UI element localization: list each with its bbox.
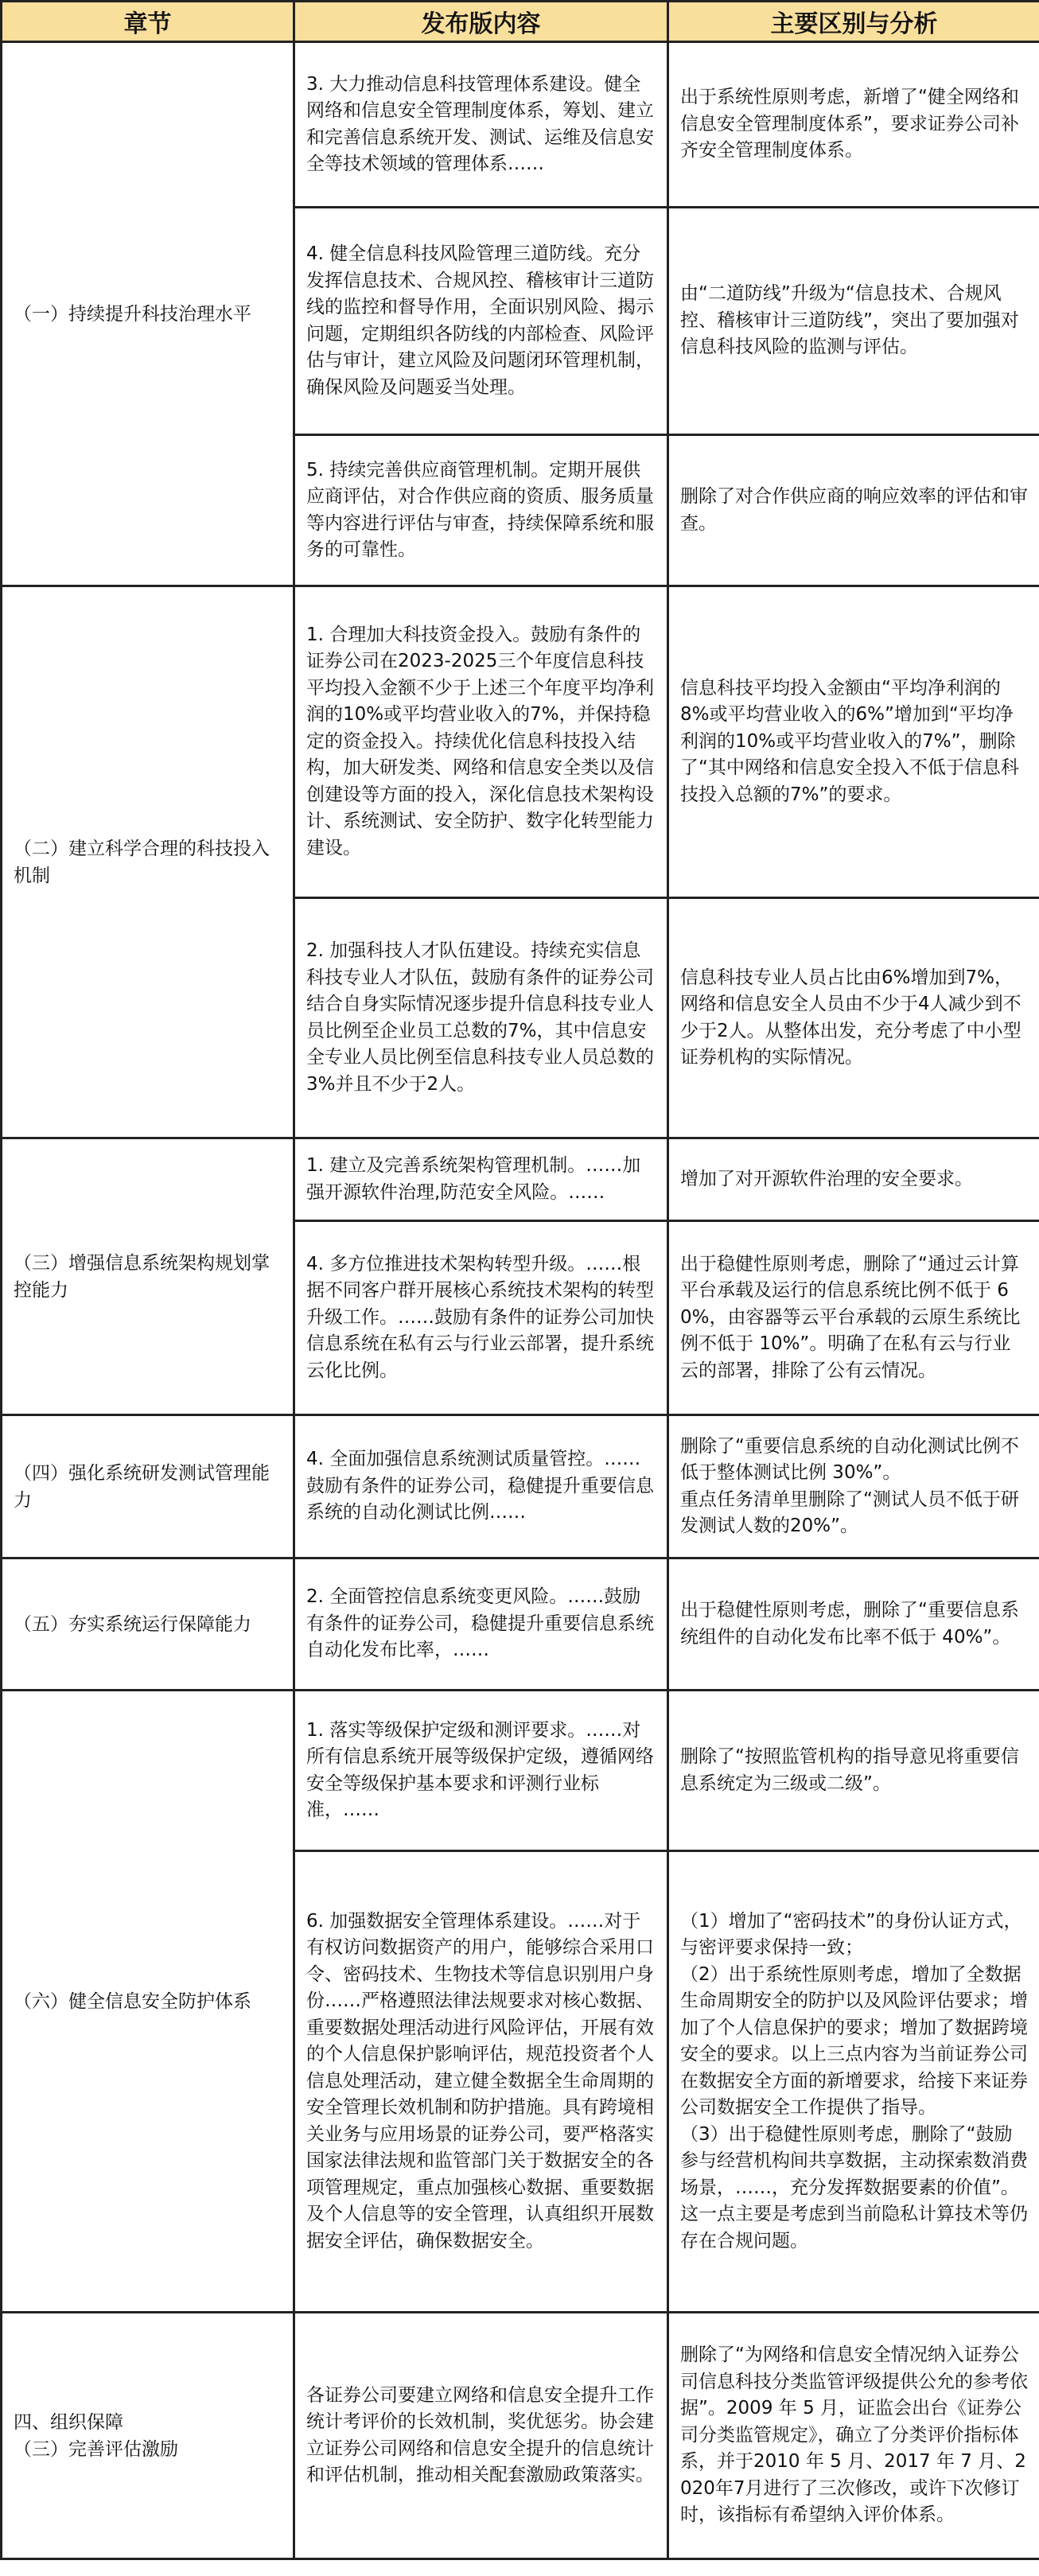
chapter-subtitle: （三）完善评估激励 [14,2438,178,2460]
content-cell: 3. 大力推动信息科技管理体系建设。健全网络和信息安全管理制度体系，筹划、建立和完善信息系统开发、测试、运维及信息安全等技术领域的管理体系…… [294,42,668,208]
analysis-cell [668,435,1039,586]
content-cell: 1. 建立及完善系统架构管理机制。……加强开源软件治理,防范安全风险。…… [294,1138,668,1221]
analysis-text: （1）增加了“密码技术”的身份认证方式，与密评要求保持一致； [680,1910,1022,1959]
chapter-title: （四）强化系统研发测试管理能力 [14,1462,270,1511]
chapter-cell [2,1691,294,2313]
chapter-cell [2,1138,294,1415]
analysis-cell [668,1851,1039,2313]
analysis-cell [668,1221,1039,1415]
content-cell: 5. 持续完善供应商管理机制。定期开展供应商评估，对合作供应商的资质、服务质量等内容进行评估与审查，持续保障系统和服务的可靠性。 [294,435,668,586]
analysis-cell [668,208,1039,435]
table-row [2,42,1039,208]
chapter-cell [2,586,294,1138]
content-cell: 4. 健全信息科技风险管理三道防线。充分发挥信息技术、合规风控、稽核审计三道防线的监控和督导作用，全面识别风险、揭示问题，定期组织各防线的内部检查、风险评估与审计，建立风险及问题闭环管理机制，确保风险及问题妥当处理。 [294,208,668,435]
header-row [2,2,1039,42]
analysis-text: （3）出于稳健性原则考虑，删除了“鼓励参与经营机构间共享数据，主动探索数消费场景，……，充分发挥数据要素的价值”。这一点主要是考虑到当前隐私计算技术等仍存在合规问题。 [680,2123,1028,2251]
analysis-text: 增加了对开源软件治理的安全要求。 [680,1168,973,1189]
content-cell: 2. 全面管控信息系统变更风险。……鼓励有条件的证券公司，稳健提升重要信息系统自动化发布比率，…… [294,1558,668,1691]
content-cell: 1. 落实等级保护定级和测评要求。……对所有信息系统开展等级保护定级，遵循网络安全等级保护基本要求和评测行业标准，…… [294,1691,668,1851]
analysis-text: 信息科技平均投入金额由“平均净利润的8%或平均营业收入的6%”增加到“平均净利润的10%或平均营业收入的7%”，删除了“其中网络和信息安全投入不低于信息科技投入总额的7%”的要求。 [680,677,1019,805]
chapter-title: （三）增强信息系统架构规划掌控能力 [14,1252,270,1301]
analysis-cell [668,1558,1039,1691]
chapter-title: （六）健全信息安全防护体系 [14,1990,251,2012]
chapter-title: （二）建立科学合理的科技投入机制 [14,838,270,886]
analysis-cell [668,1691,1039,1851]
analysis-text: 出于系统性原则考虑，新增了“健全网络和信息安全管理制度体系”，要求证券公司补齐安全管理制度体系。 [680,87,1019,161]
analysis-cell [668,2313,1039,2559]
header-content: 发布版内容 [294,2,668,42]
analysis-text: 删除了“为网络和信息安全情况纳入证券公司信息科技分类监管评级提供公允的参考依据”。2009 年 5 月，证监会出台《证券公司分类监管规定》，确立了分类评价指标体系，并于2010 年 5 月、2017 年 7 月、2020年7月进行了三次修改，或许下次修订时，该指标有希望纳入评价体系。 [680,2344,1028,2526]
chapter-cell [2,1415,294,1558]
header-chapter: 章节 [2,2,294,42]
chapter-title: （五）夯实系统运行保障能力 [14,1613,251,1635]
table-row [2,1415,1039,1558]
analysis-cell [668,1415,1039,1558]
table-row [2,2313,1039,2559]
chapter-title: （一）持续提升科技治理水平 [14,303,251,325]
content-cell: 6. 加强数据安全管理体系建设。……对于有权访问数据资产的用户，能够综合采用口令、密码技术、生物技术等信息识别用户身份……严格遵照法律法规要求对核心数据、重要数据处理活动进行风险评估，开展有效的个人信息保护影响评估，规范投资者个人信息处理活动，建立健全数据全生命周期的安全管理长效机制和防护措施。具有跨境相关业务与应用场景的证券公司，要严格落实国家法律法规和监管部门关于数据安全的各项管理规定，重点加强核心数据、重要数据及个人信息等的安全管理，认真组织开展数据安全评估，确保数据安全。 [294,1851,668,2313]
content-cell: 4. 多方位推进技术架构转型升级。……根据不同客户群开展核心系统技术架构的转型升级工作。……鼓励有条件的证券公司加快信息系统在私有云与行业云部署，提升系统云化比例。 [294,1221,668,1415]
header-analysis: 主要区别与分析 [668,2,1039,42]
analysis-cell [668,1138,1039,1221]
analysis-text: 删除了对合作供应商的响应效率的评估和审查。 [680,486,1028,534]
analysis-text: 信息科技专业人员占比由6%增加到7%，网络和信息安全人员由不少于4人减少到不少于2人。从整体出发，充分考虑了中小型证券机构的实际情况。 [680,967,1021,1068]
content-cell: 各证券公司要建立网络和信息安全提升工作统计考评价的长效机制，奖优惩劣。协会建立证券公司网络和信息安全提升的信息统计和评估机制，推动相关配套激励政策落实。 [294,2313,668,2559]
table-row [2,1558,1039,1691]
analysis-text: 由“二道防线”升级为“信息技术、合规风控、稽核审计三道防线”，突出了要加强对信息科技风险的监测与评估。 [680,283,1019,358]
content-cell: 2. 加强科技人才队伍建设。持续充实信息科技专业人才队伍，鼓励有条件的证券公司结合自身实际情况逐步提升信息科技专业人员比例至企业员工总数的7%，其中信息安全专业人员比例至信息科技专业人员总数的3%并且不少于2人。 [294,898,668,1138]
chapter-cell [2,1558,294,1691]
table-row [2,1691,1039,1851]
table-row [2,586,1039,898]
analysis-text: 删除了“重要信息系统的自动化测试比例不低于整体测试比例 30%”。 [680,1435,1019,1483]
analysis-text: 删除了“按照监管机构的指导意见将重要信息系统定为三级或二级”。 [680,1746,1019,1794]
analysis-text: 出于稳健性原则考虑，删除了“通过云计算平台承载及运行的信息系统比例不低于 60%，由容器等云平台承载的云原生系统比例不低于 10%”。明确了在私有云与行业云的部署，排除了公有云情况。 [680,1253,1021,1381]
content-cell: 4. 全面加强信息系统测试质量管控。……鼓励有条件的证券公司，稳健提升重要信息系统的自动化测试比例…… [294,1415,668,1558]
chapter-cell [2,2313,294,2559]
analysis-text: 出于稳健性原则考虑，删除了“重要信息系统组件的自动化发布比率不低于 40%”。 [680,1600,1019,1648]
table-row [2,1138,1039,1221]
chapter-cell [2,42,294,586]
analysis-text: 重点任务清单里删除了“测试人员不低于研发测试人数的20%”。 [680,1488,1019,1536]
analysis-text: （2）出于系统性原则考虑，增加了全数据生命周期安全的防护以及风险评估要求；增加了个人信息保护的要求；增加了数据跨境安全的要求。以上三点内容为当前证券公司在数据安全方面的新增要求，给接下来证券公司数据安全工作提供了指导。 [680,1963,1028,2119]
analysis-cell [668,898,1039,1138]
analysis-cell [668,586,1039,898]
analysis-cell [668,42,1039,208]
content-cell: 1. 合理加大科技资金投入。鼓励有条件的证券公司在2023-2025三个年度信息科技平均投入金额不少于上述三个年度平均净利润的10%或平均营业收入的7%，并保持稳定的资金投入。持续优化信息科技投入结构，加大研发类、网络和信息安全类以及信创建设等方面的投入，深化信息技术架构设计、系统测试、安全防护、数字化转型能力建设。 [294,586,668,898]
chapter-title: 四、组织保障 [14,2411,123,2433]
